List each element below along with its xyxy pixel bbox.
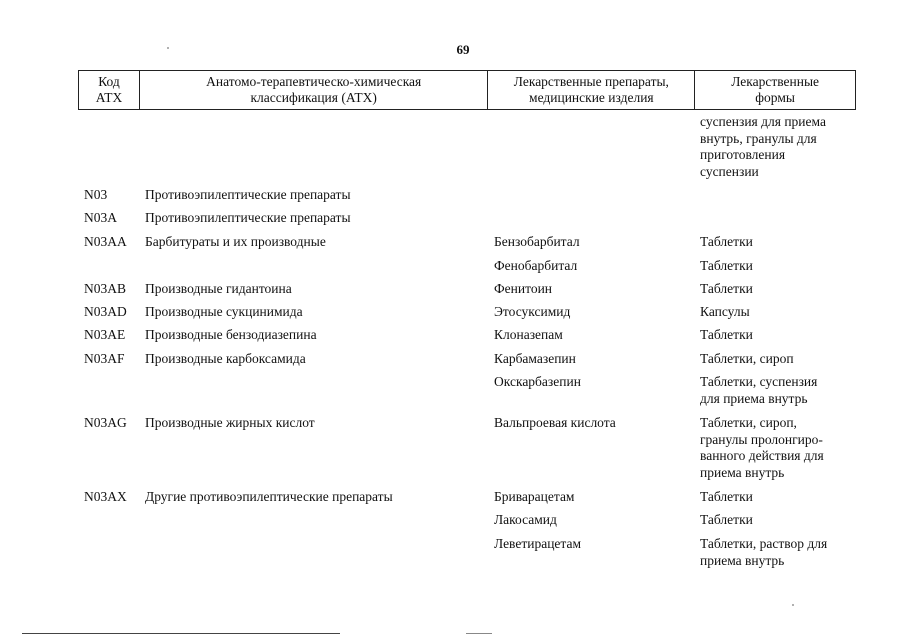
atc-class: Производные гидантоина <box>145 281 292 296</box>
atc-class: Производные бензодиазепина <box>145 327 317 342</box>
drug-name: Лакосамид <box>494 512 557 527</box>
atc-class: Производные карбоксамида <box>145 351 306 366</box>
atc-code: N03AX <box>84 489 127 504</box>
drug-name: Клоназепам <box>494 327 563 342</box>
atc-class: Другие противоэпилептические препараты <box>145 489 393 504</box>
drug-name: Фенитоин <box>494 281 553 296</box>
atc-code: N03 <box>84 187 108 202</box>
dosage-form: суспензия для приема внутрь, гранулы для приготовления суспензии <box>700 114 826 179</box>
drug-name: Этосуксимид <box>494 304 571 319</box>
scan-footer-line <box>22 633 340 634</box>
dosage-form: Таблетки, суспензия для приема внутрь <box>700 374 818 406</box>
dosage-form: Таблетки, раствор для приема внутрь <box>700 536 828 568</box>
header-dosage-forms: Лекарственные формы <box>731 74 820 105</box>
atc-class: Производные жирных кислот <box>145 415 315 430</box>
dosage-form: Таблетки <box>700 258 753 273</box>
atc-code: N03AE <box>84 327 126 342</box>
header-atc-code: Код АТХ <box>79 71 140 109</box>
header-drugs: Лекарственные препараты, медицинские изделия <box>488 71 695 109</box>
atc-code: N03AB <box>84 281 127 296</box>
page-number: 69 <box>456 42 470 57</box>
scan-speck <box>792 604 794 606</box>
drug-name: Леветирацетам <box>494 536 582 551</box>
atc-code: N03AA <box>84 234 127 249</box>
atc-code: N03A <box>84 210 117 225</box>
dosage-form: Таблетки <box>700 512 753 527</box>
atc-class: Противоэпилептические препараты <box>145 210 351 225</box>
atc-code: N03AG <box>84 415 127 430</box>
header-atc-classification: Анатомо-терапевтическо-химическая классификация (АТХ) <box>140 71 489 109</box>
atc-code: N03AF <box>84 351 125 366</box>
dosage-form: Таблетки, сироп, гранулы пролонгиро- ванного действия для приема внутрь <box>700 415 824 480</box>
dosage-form: Таблетки <box>700 234 753 249</box>
scan-speck <box>167 47 169 49</box>
drug-name: Фенобарбитал <box>494 258 578 273</box>
dosage-form: Таблетки <box>700 281 753 296</box>
dosage-form: Таблетки <box>700 489 753 504</box>
dosage-form: Таблетки <box>700 327 753 342</box>
drug-name: Бензобарбитал <box>494 234 580 249</box>
drug-name: Карбамазепин <box>494 351 576 366</box>
atc-class: Производные сукцинимида <box>145 304 303 319</box>
atc-class: Барбитураты и их производные <box>145 234 326 249</box>
scan-footer-mark <box>466 633 492 634</box>
atc-code: N03AD <box>84 304 127 319</box>
dosage-form: Капсулы <box>700 304 750 319</box>
dosage-form: Таблетки, сироп <box>700 351 794 366</box>
atc-class: Противоэпилептические препараты <box>145 187 351 202</box>
drug-name: Окскарбазепин <box>494 374 581 389</box>
drug-name: Вальпроевая кислота <box>494 415 616 430</box>
drug-name: Бриварацетам <box>494 489 575 504</box>
